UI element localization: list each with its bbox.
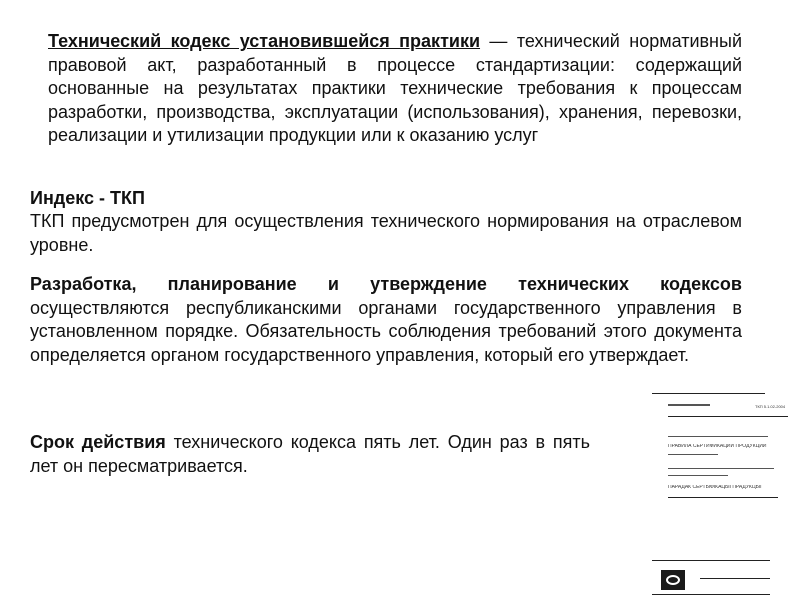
thumbnail-scribble [668, 475, 728, 476]
development-paragraph [30, 273, 742, 367]
thumbnail-title-b: ПАРАДАК СЕРТЫФІКАЦЫІ ПРАДУКЦЫІ [668, 485, 762, 490]
document-thumbnail [652, 390, 800, 600]
thumbnail-title-a: ПРАВИЛА СЕРТИФИКАЦИИ ПРОДУКЦИИ [668, 444, 767, 449]
development-text: осуществляются республиканскими органами государственного управления в установленном порядке. Обязательность соблюдения требований этого документа определяется органом государственного управления, который его утверждает. [30, 297, 742, 365]
development-bold: Разработка, планирование и утверждение технических кодексов [30, 274, 742, 294]
thumbnail-code: ТКП 5.1.02-2004 [755, 404, 786, 409]
validity-text: технического кодекса пять лет. Один раз в пять лет он пересматривается. [30, 432, 591, 476]
definition-paragraph [48, 30, 742, 148]
thumbnail-scribble [668, 404, 710, 406]
validity-paragraph [30, 431, 590, 478]
thumbnail-rule [652, 393, 765, 394]
index-title: Индекс - ТКП [30, 188, 145, 208]
index-text: ТКП предусмотрен для осуществления технического нормирования на отраслевом уровне. [30, 211, 742, 255]
thumbnail-rule [668, 497, 778, 498]
definition-text: технический нормативный правовой акт, разработанный в процессе стандартизации: содержащий основанные на результатах практики технические требования к процессам разработки, производства, эксплуатации (использования), хранения, перевозки, реализации и утилизации продукции или к оказанию услуг [48, 31, 742, 145]
thumbnail-scribble [668, 468, 774, 469]
logo-icon [661, 570, 685, 590]
thumbnail-rule [652, 560, 770, 561]
thumbnail-rule [700, 578, 770, 579]
definition-term: Технический кодекс установившейся практики [48, 31, 481, 51]
thumbnail-rule [668, 416, 788, 417]
thumbnail-rule [652, 594, 770, 595]
thumbnail-scribble [668, 454, 718, 455]
thumbnail-scribble [668, 436, 768, 437]
validity-bold: Срок действия [30, 432, 166, 452]
definition-dash: — [480, 31, 517, 51]
